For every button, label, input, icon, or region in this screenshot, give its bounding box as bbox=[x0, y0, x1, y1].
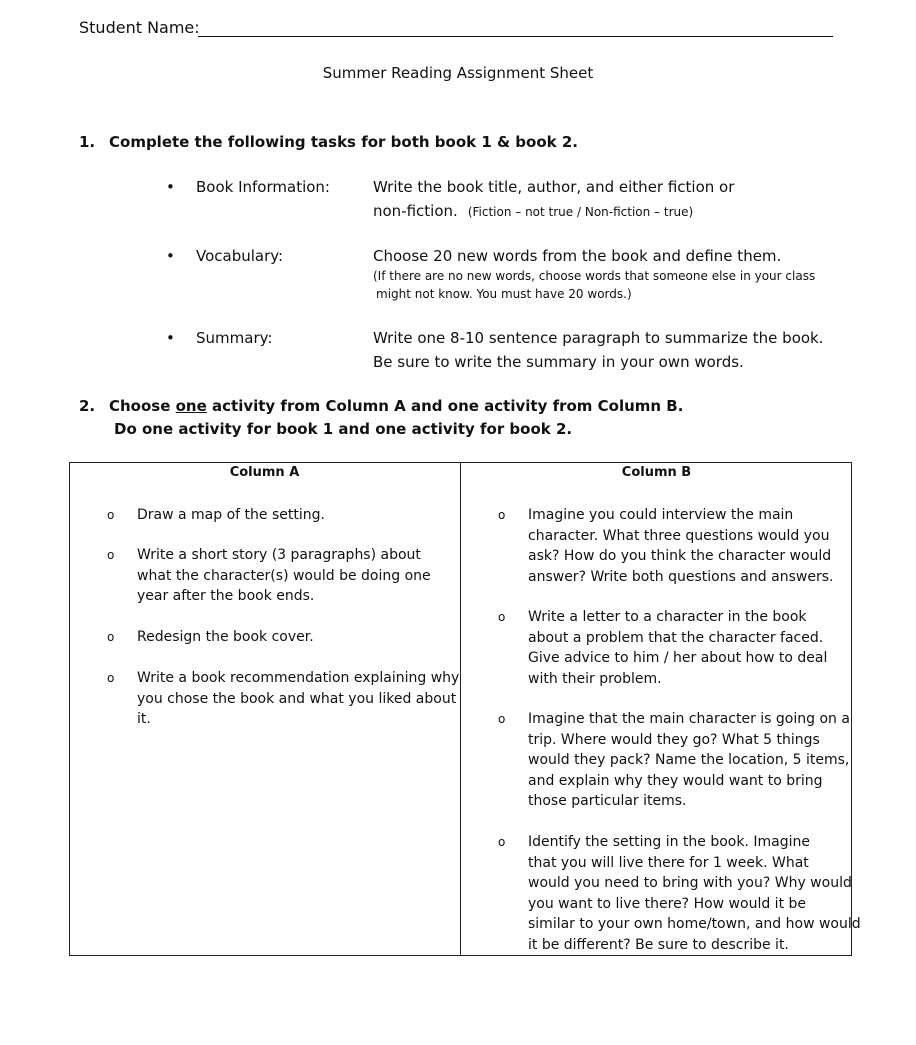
column-a-item-line: Write a short story (3 paragraphs) about bbox=[137, 547, 421, 563]
circle-bullet-icon: o bbox=[498, 508, 506, 522]
column-a-item-line: you chose the book and what you liked about bbox=[137, 690, 457, 707]
column-b-item-line: it be different? Be sure to describe it. bbox=[528, 936, 789, 953]
section-1-number: 1. bbox=[79, 133, 96, 151]
column-b-item-line: with their problem. bbox=[528, 670, 662, 687]
task-text-summary-line2: Be sure to write the summary in your own words. bbox=[373, 353, 744, 371]
section-2-number: 2. bbox=[79, 397, 96, 415]
section-1-heading bbox=[79, 133, 578, 151]
column-b-item-line: about a problem that the character faced. bbox=[528, 629, 824, 646]
section-2-heading-emphasis: one bbox=[175, 397, 207, 415]
column-b-item-line: you want to live there? How would it be bbox=[528, 895, 807, 912]
section-1-heading-text: Complete the following tasks for both book 1 & book 2. bbox=[109, 133, 578, 151]
column-b-item-line: similar to your own home/town, and how would bbox=[528, 916, 861, 932]
column-b-item-line: that you will live there for 1 week. What bbox=[528, 854, 809, 871]
column-b-item-line: ask? How do you think the character would bbox=[528, 548, 832, 564]
task-text-vocabulary-line1: Choose 20 new words from the book and define them. bbox=[373, 247, 782, 265]
column-b-item-line: Imagine you could interview the main bbox=[528, 507, 794, 523]
task-text-book-information-line1: Write the book title, author, and either fiction or bbox=[373, 178, 735, 196]
column-b-header: Column B bbox=[621, 465, 692, 480]
circle-bullet-icon: o bbox=[107, 630, 115, 644]
bullet-icon: • bbox=[166, 178, 175, 196]
column-b-item-line: Identify the setting in the book. Imagine bbox=[528, 834, 810, 850]
column-a-header: Column A bbox=[229, 465, 300, 480]
circle-bullet-icon: o bbox=[107, 508, 115, 522]
column-b-item-line: Imagine that the main character is going on a bbox=[528, 711, 850, 727]
column-divider bbox=[460, 462, 461, 956]
column-a-item bbox=[137, 545, 431, 607]
task-note-book-information: (Fiction – not true / Non-fiction – true) bbox=[467, 205, 694, 219]
column-b-item-line: those particular items. bbox=[528, 793, 687, 809]
column-b-item-line: trip. Where would they go? What 5 things bbox=[528, 731, 820, 748]
column-a-item-line: Write a book recommendation explaining why bbox=[137, 670, 460, 686]
circle-bullet-icon: o bbox=[498, 835, 506, 849]
column-a-item-line: Draw a map of the setting. bbox=[137, 507, 325, 523]
column-b-item-line: and explain why they would want to bring bbox=[528, 772, 823, 789]
circle-bullet-icon: o bbox=[498, 610, 506, 624]
task-label-book-information: Book Information: bbox=[196, 178, 330, 196]
task-note-vocabulary-line2: might not know. You must have 20 words.) bbox=[376, 287, 632, 301]
column-a-item-line: Redesign the book cover. bbox=[137, 629, 314, 645]
circle-bullet-icon: o bbox=[498, 712, 506, 726]
student-name-label: Student Name: bbox=[79, 18, 200, 37]
section-2-heading bbox=[79, 397, 683, 415]
column-b-item-line: answer? Write both questions and answers. bbox=[528, 568, 834, 585]
column-a-item-line: it. bbox=[137, 711, 151, 727]
circle-bullet-icon: o bbox=[107, 671, 115, 685]
column-b-item-line: Write a letter to a character in the book bbox=[528, 609, 807, 625]
section-2-heading-pre: Choose bbox=[109, 397, 176, 415]
task-text-summary-line1: Write one 8-10 sentence paragraph to summarize the book. bbox=[373, 329, 824, 347]
task-label-summary: Summary: bbox=[196, 329, 273, 347]
section-2-heading-line2: Do one activity for book 1 and one activity for book 2. bbox=[114, 420, 573, 438]
column-a-item bbox=[137, 668, 459, 730]
column-b-item bbox=[528, 607, 827, 689]
section-2-heading-post: activity from Column A and one activity from Column B. bbox=[206, 397, 684, 415]
column-a-item-line: year after the book ends. bbox=[137, 588, 315, 604]
column-a-item bbox=[137, 505, 325, 526]
column-b-item-line: Give advice to him / her about how to deal bbox=[528, 650, 828, 666]
task-note-vocabulary-line1: (If there are no new words, choose words that someone else in your class bbox=[373, 269, 816, 283]
task-text-book-information-line2-main: non-fiction. bbox=[373, 202, 458, 220]
column-b-item bbox=[528, 832, 861, 955]
column-b-item-line: would you need to bring with you? Why would bbox=[528, 875, 852, 891]
task-text-book-information-line2 bbox=[373, 199, 693, 224]
page-title: Summer Reading Assignment Sheet bbox=[322, 64, 594, 82]
column-a-item bbox=[137, 627, 314, 648]
column-b-item bbox=[528, 505, 833, 587]
column-b-item bbox=[528, 709, 850, 812]
bullet-icon: • bbox=[166, 329, 175, 347]
column-b-item-line: character. What three questions would you bbox=[528, 527, 830, 544]
column-b-item-line: would they pack? Name the location, 5 items, bbox=[528, 752, 850, 768]
task-label-vocabulary: Vocabulary: bbox=[196, 247, 284, 265]
column-a-item-line: what the character(s) would be doing one bbox=[137, 567, 431, 584]
circle-bullet-icon: o bbox=[107, 548, 115, 562]
bullet-icon: • bbox=[166, 247, 175, 265]
student-name-line bbox=[198, 36, 833, 37]
